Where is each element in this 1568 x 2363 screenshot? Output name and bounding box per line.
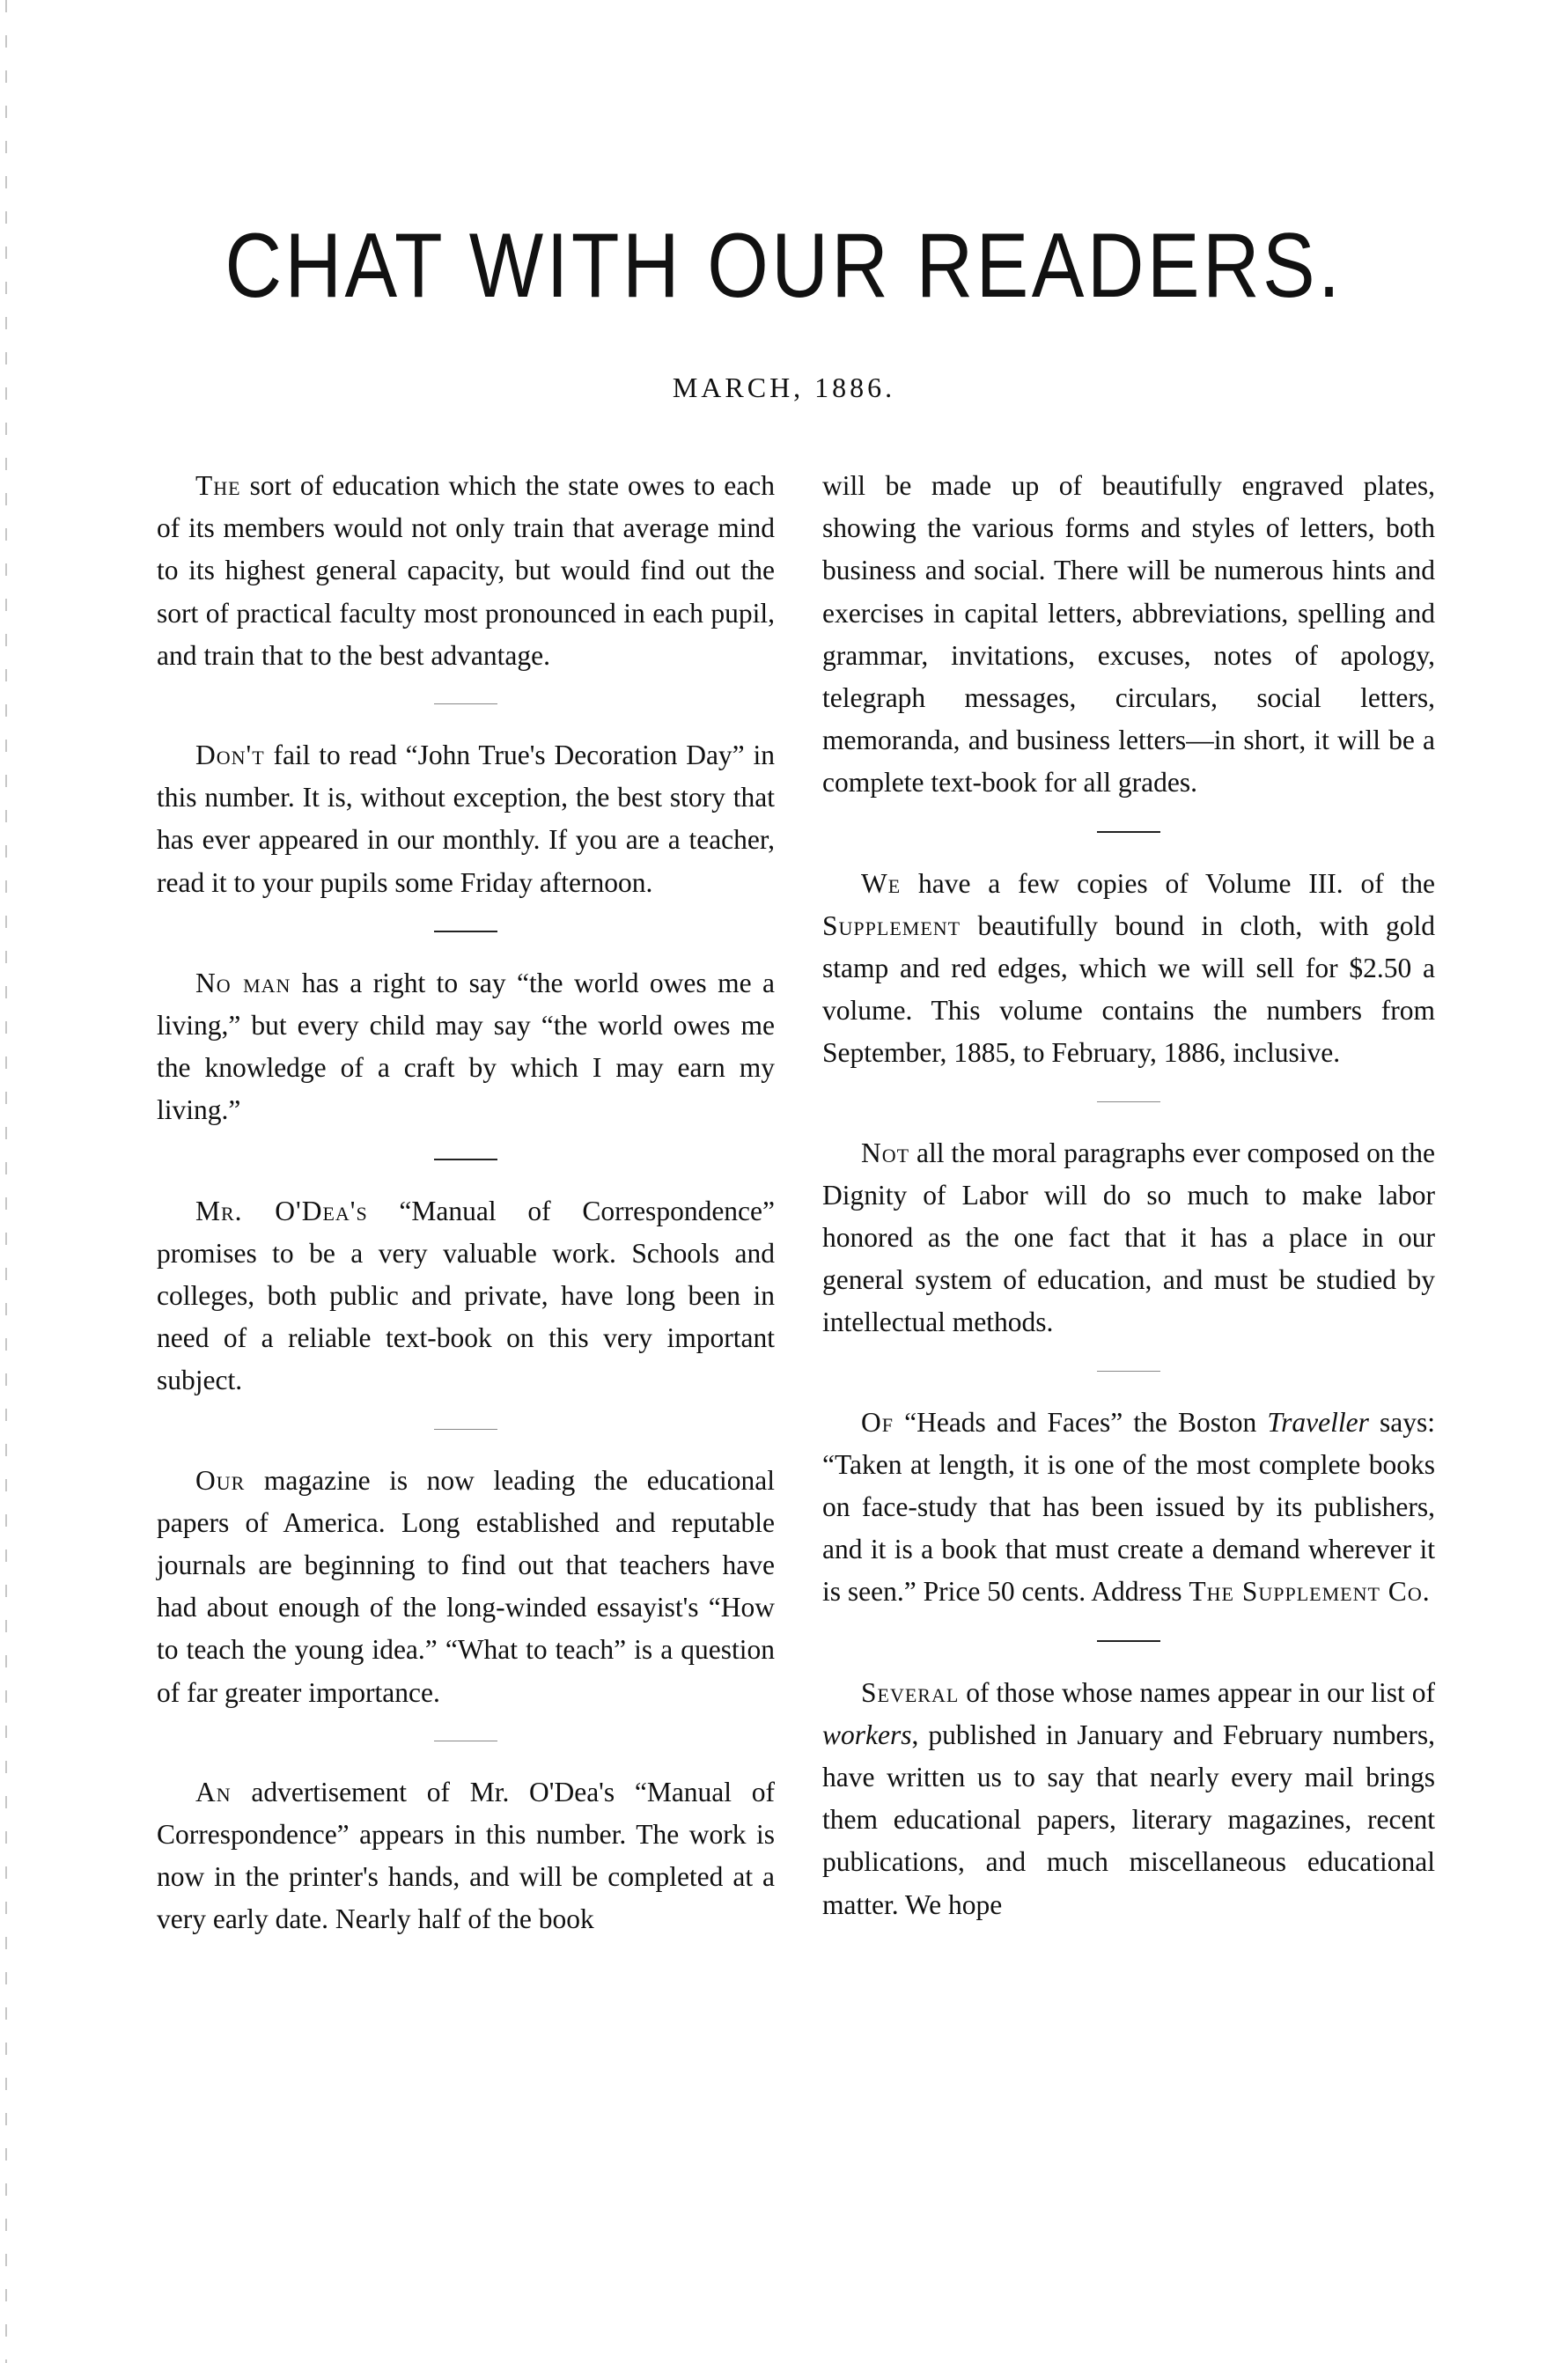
paragraph-lead: Of	[861, 1406, 894, 1438]
paragraph-living	[157, 962, 775, 1132]
paragraph-lead: Don't	[195, 740, 265, 771]
paragraph-education	[157, 465, 775, 677]
page-edge-shadow	[5, 0, 7, 2363]
paragraph-lead: No man	[195, 967, 291, 998]
paragraph-magazine	[157, 1460, 775, 1714]
paragraph-lead: We	[861, 867, 902, 899]
paragraph-workers	[822, 1672, 1435, 1926]
paragraph-dignity-of-labor	[822, 1132, 1435, 1344]
paragraph-lead: Not	[861, 1137, 910, 1168]
workers-word: workers	[822, 1719, 912, 1750]
paragraph-text: “Manual of Correspondence” promises to be a very valuable work. Schools and colleges, both public and private, have long been in need of a reliable text-book on this very important subject.	[157, 1195, 775, 1396]
newspaper-name: Traveller	[1267, 1406, 1369, 1438]
supplement-name: Supplement	[822, 909, 961, 941]
paragraph-text: have a few copies of Volume III. of the	[901, 867, 1435, 899]
left-column	[157, 465, 775, 1941]
paragraph-text: beautifully bound in cloth, with gold stamp and red edges, which we will sell for $2.50 a volume. This volume contains the numbers from September, 1885, to February, 1886, inclusive.	[822, 909, 1435, 1069]
paragraph-manual	[157, 1190, 775, 1402]
paragraph-decoration-day	[157, 734, 775, 904]
paragraph-text: magazine is now leading the educational papers of America. Long established and reputable journals are beginning to find out that teachers have had about enough of the long-winded essayist's “How to teach the young idea.” “What to teach” is a question of far greater importance.	[157, 1464, 775, 1708]
paragraph-text: , published in January and February numbers, have written us to say that nearly every mail brings them educational papers, literary magazines, recent publications, and much miscellaneous educational matter. We hope	[822, 1719, 1435, 1920]
paragraph-lead: Mr. O'Dea's	[195, 1195, 368, 1226]
paragraph-text: says: “Taken at length, it is one of the most complete books on face-study that has been issued by its publishers, and it is a book that must create a demand wherever it is seen.” Price 50 cents. Address	[822, 1406, 1435, 1608]
paragraph-text: has a right to say “the world owes me a living,” but every child may say “the world owes me the knowledge of a craft by which I may earn my living.”	[157, 967, 775, 1126]
paragraph-lead: Several	[861, 1676, 960, 1708]
paragraph-text: all the moral paragraphs ever composed on the Dignity of Labor will do so much to make labor honored as the one fact that it has a place in our general system of education, and must be studied by intellectual methods.	[822, 1137, 1435, 1338]
paragraph-advertisement	[157, 1771, 775, 1941]
right-column	[822, 465, 1435, 1926]
section-divider	[1097, 831, 1160, 833]
paragraph-text: will be made up of beautifully engraved plates, showing the various forms and styles of letters, both business and social. There will be numerous hints and exercises in capital letters, abbreviations, spelling and grammar, invitations, excuses, notes of apology, telegraph messages, circulars, social letters, memoranda, and business letters—in short, it will be a complete text-book for all grades.	[822, 470, 1435, 799]
paragraph-text: advertisement of Mr. O'Dea's “Manual of Correspondence” appears in this number. The work is now in the printer's hands, and will be completed at a very early date. Nearly half of the book	[157, 1776, 775, 1935]
section-divider	[1097, 1640, 1160, 1642]
section-divider	[434, 703, 497, 704]
paragraph-text: sort of education which the state owes to each of its members would not only train that average mind to its highest general capacity, but would find out the sort of practical faculty most pronounced in each pupil, and train that to the best advantage.	[157, 470, 775, 671]
section-divider	[1097, 1101, 1160, 1102]
issue-date: MARCH, 1886.	[672, 372, 896, 403]
paragraph-text: “Heads and Faces” the Boston	[893, 1406, 1268, 1438]
paragraph-continued-book	[822, 465, 1435, 805]
section-divider	[434, 1429, 497, 1430]
paragraph-lead: The	[195, 470, 241, 501]
paragraph-lead: An	[195, 1776, 232, 1807]
section-divider	[434, 1159, 497, 1160]
paragraph-lead: Our	[195, 1464, 246, 1496]
paragraph-heads-and-faces	[822, 1402, 1435, 1614]
paragraph-volume-three	[822, 863, 1435, 1075]
publisher-name: The Supplement Co.	[1189, 1576, 1431, 1608]
paragraph-text: of those whose names appear in our list of	[959, 1676, 1435, 1708]
page-title: CHAT WITH OUR READERS.	[225, 215, 1343, 317]
section-divider	[1097, 1371, 1160, 1372]
section-divider	[434, 931, 497, 932]
paragraph-text: fail to read “John True's Decoration Day” in this number. It is, without exception, the best story that has ever appeared in our monthly. If you are a teacher, read it to your pupils some Friday afternoon.	[157, 740, 775, 898]
